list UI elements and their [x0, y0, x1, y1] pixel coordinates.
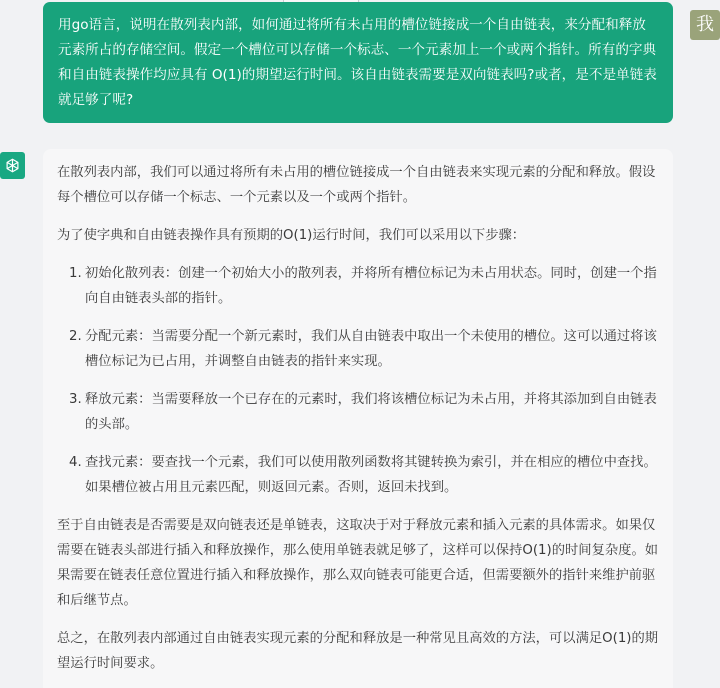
- user-message-text: 用go语言，说明在散列表内部，如何通过将所有未占用的槽位链接成一个自由链表，来分配和释放元素所占的存储空间。假定一个槽位可以存储一个标志、一个元素加上一个或两个指针。所有的字典和自由链表操作均应具有 O(1)的期望运行时间。该自由链表需要是双向链表吗?或者，是不是单链表就足够了呢?: [58, 17, 657, 108]
- assistant-intro: 在散列表内部，我们可以通过将所有未占用的槽位链接成一个自由链表来实现元素的分配和释放。假设每个槽位可以存储一个标志、一个元素以及一个或两个指针。: [57, 165, 656, 205]
- step-text: 释放元素：当需要释放一个已存在的元素时，我们将该槽位标记为未占用，并将其添加到自由链表的头部。: [85, 392, 657, 432]
- step-text: 初始化散列表：创建一个初始大小的散列表，并将所有槽位标记为未占用状态。同时，创建一个指向自由链表头部的指针。: [85, 266, 657, 306]
- list-item: [69, 450, 659, 500]
- openai-logo-icon: [4, 157, 21, 174]
- assistant-message-bubble: [43, 149, 673, 688]
- step-number: 1.: [69, 266, 82, 281]
- user-avatar[interactable]: [690, 10, 720, 40]
- step-text: 分配元素：当需要分配一个新元素时，我们从自由链表中取出一个未使用的槽位。这可以通过将该槽位标记为已占用，并调整自由链表的指针来实现。: [85, 329, 657, 369]
- list-item: [69, 261, 659, 311]
- user-message-bubble: [43, 2, 673, 123]
- step-text: 查找元素：要查找一个元素，我们可以使用散列函数将其键转换为索引，并在相应的槽位中查找。如果槽位被占用且元素匹配，则返回元素。否则，返回未找到。: [85, 455, 657, 495]
- assistant-conclusion: 总之，在散列表内部通过自由链表实现元素的分配和释放是一种常见且高效的方法，可以满足O(1)的期望运行时间要求。: [57, 631, 659, 671]
- assistant-lead: 为了使字典和自由链表操作具有预期的O(1)运行时间，我们可以采用以下步骤：: [57, 228, 526, 243]
- step-number: 3.: [69, 392, 82, 407]
- list-item: [69, 387, 659, 437]
- step-number: 4.: [69, 455, 82, 470]
- user-avatar-label: 我: [696, 14, 714, 35]
- assistant-avatar: [0, 152, 25, 179]
- step-number: 2.: [69, 329, 82, 344]
- list-item: [69, 324, 659, 374]
- steps-list: [57, 261, 659, 500]
- assistant-list-type-paragraph: 至于自由链表是否需要是双向链表还是单链表，这取决于对于释放元素和插入元素的具体需求。如果仅需要在链表头部进行插入和释放操作，那么使用单链表就足够了，这样可以保持O(1)的时间复杂度。如果需要在链表任意位置进行插入和释放操作，那么双向链表可能更合适，但需要额外的指针来维护前驱和后继节点。: [57, 518, 659, 608]
